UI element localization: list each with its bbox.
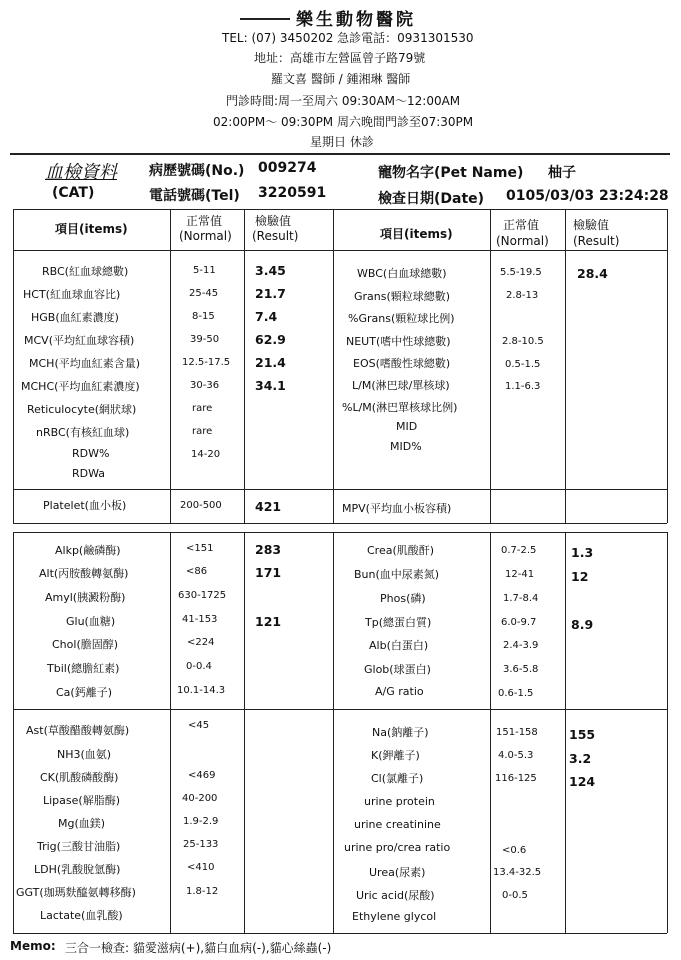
table-row-item: HCT(紅血球血容比) <box>23 288 121 301</box>
table-row-item: MCH(平均血紅素含量) <box>29 357 141 370</box>
table-row-normal: rare <box>192 403 213 414</box>
table-row-item: HGB(血紅素濃度) <box>31 311 119 324</box>
table-row-result: 34.1 <box>255 378 286 393</box>
table-row-result: 155 <box>569 727 596 742</box>
table-row-normal: <86 <box>186 566 208 577</box>
table-row-normal: 1.1-6.3 <box>505 381 541 392</box>
hours-line-3: 星期日 休診 <box>310 135 374 149</box>
table-row-normal: 2.8-13 <box>506 290 539 301</box>
col-normal-left-en: (Normal) <box>179 229 232 243</box>
table-row-normal: 30-36 <box>190 380 220 391</box>
table-row-item: GGT(珈瑪麩醯氨轉移酶) <box>16 886 136 899</box>
table-row-normal: 151-158 <box>496 727 538 738</box>
table-row-result: 124 <box>569 774 596 789</box>
table-row-normal: <410 <box>187 862 215 873</box>
table-row-normal: 25-45 <box>189 288 219 299</box>
table-row-result: 21.7 <box>255 286 286 301</box>
table-row-normal: 13.4-32.5 <box>493 867 542 878</box>
table-row-result: 8.9 <box>571 617 594 632</box>
table-row-item: urine protein <box>364 795 435 808</box>
record-label: 病歷號碼(No.) <box>149 163 245 179</box>
table-row-normal: 14-20 <box>191 449 221 460</box>
table-row-normal: <45 <box>188 720 210 731</box>
col-result-left-en: (Result) <box>252 229 299 243</box>
table-row-item: Ca(鈣離子) <box>56 686 113 699</box>
table-row-item: Grans(顆粒球總數) <box>354 290 451 303</box>
table-row-item: A/G ratio <box>375 685 424 698</box>
table-row-result: 7.4 <box>255 309 278 324</box>
table-row-item: %L/M(淋巴單核球比例) <box>342 401 458 414</box>
table-row-normal: 12-41 <box>505 569 535 580</box>
info-top-rule <box>10 153 670 155</box>
table-row-item: urine creatinine <box>354 818 441 831</box>
table-row-result: 3.2 <box>569 751 592 766</box>
table-row-item: L/M(淋巴球/單核球) <box>352 379 450 392</box>
table-row-item: Urea(尿素) <box>369 866 426 879</box>
table-row-item: Mg(血鎂) <box>58 817 106 830</box>
tel-value: 3220591 <box>258 185 327 201</box>
col-result-left: 檢驗值 <box>255 214 292 228</box>
table-row-normal: 12.5-17.5 <box>182 357 231 368</box>
table-row-result: 3.45 <box>255 263 286 278</box>
hours-line-2: 02:00PM～ 09:30PM 周六晚間門診至07:30PM <box>213 115 474 129</box>
table-row-result: 12 <box>571 569 589 584</box>
table-row-result: 1.3 <box>571 545 594 560</box>
table-row-item: Phos(磷) <box>380 592 426 605</box>
table-row-item: WBC(白血球總數) <box>357 267 447 280</box>
pet-value: 柚子 <box>548 165 576 181</box>
col-items-right: 項目(items) <box>380 227 453 241</box>
table-row-item: Glu(血糖) <box>66 615 116 628</box>
table-row-normal: 116-125 <box>495 773 537 784</box>
col-result-right-en: (Result) <box>573 234 620 248</box>
table-row-normal: 8-15 <box>192 311 215 322</box>
table-row-item: MID% <box>390 440 422 453</box>
table-row-item: Ethylene glycol <box>352 910 437 923</box>
table-row-normal: 0.6-1.5 <box>498 688 534 699</box>
table-row-normal: 2.8-10.5 <box>502 336 544 347</box>
table-row-result: 62.9 <box>255 332 286 347</box>
platelet-result: 421 <box>255 499 282 514</box>
table-row-result: 21.4 <box>255 355 286 370</box>
doctors-line: 羅文喜 醫師 / 鍾湘琳 醫師 <box>271 72 411 86</box>
table-row-item: Trig(三酸甘油脂) <box>37 840 121 853</box>
pet-label: 寵物名字(Pet Name) <box>378 165 524 181</box>
table-row-item: RDWa <box>72 467 106 480</box>
hours-line-1: 門診時間:周一至周六 09:30AM～12:00AM <box>226 94 461 108</box>
table-row-item: K(鉀離子) <box>371 749 420 762</box>
table-row-normal: 39-50 <box>190 334 220 345</box>
table-row-item: Amyl(胰澱粉酶) <box>45 591 126 604</box>
memo-label: Memo: <box>10 939 56 953</box>
table-row-item: CK(肌酸磷酸酶) <box>40 771 119 784</box>
table-row-item: MCV(平均紅血球容積) <box>24 334 135 347</box>
table-row-normal: 2.4-3.9 <box>503 640 539 651</box>
table-row-normal: 41-153 <box>182 614 218 625</box>
table-row-normal: 5-11 <box>193 265 216 276</box>
table-row-item: Na(鈉離子) <box>372 726 429 739</box>
table-row-item: Tp(總蛋白質) <box>365 616 432 629</box>
table-row-normal: 1.9-2.9 <box>183 816 219 827</box>
table-row-item: Ast(草酸醋酸轉氨酶) <box>26 724 130 737</box>
date-label: 檢查日期(Date) <box>378 191 485 207</box>
table-row-result: 121 <box>255 614 282 629</box>
table-row-normal: rare <box>192 426 213 437</box>
title-rule <box>240 18 290 20</box>
table-row-item: Lactate(血乳酸) <box>40 909 123 922</box>
address-line: 地址：高雄市左營區曾子路79號 <box>254 51 426 65</box>
table-row-normal: <151 <box>186 543 214 554</box>
phone-line: TEL: (07) 3450202 急診電話：0931301530 <box>222 31 474 45</box>
hospital-name: 樂生動物醫院 <box>296 10 416 30</box>
table-row-item: NH3(血氨) <box>57 748 112 761</box>
table-row-result: 283 <box>255 542 282 557</box>
record-value: 009274 <box>258 160 317 176</box>
col-normal-right-en: (Normal) <box>496 234 549 248</box>
table-row-item: Cl(氯離子) <box>371 772 424 785</box>
table-row-normal: 1.8-12 <box>186 886 219 897</box>
table-row-result: 28.4 <box>577 266 608 281</box>
table-row-normal: 630-1725 <box>178 590 227 601</box>
table-row-item: nRBC(有核紅血球) <box>36 426 130 439</box>
table-row-normal: 10.1-14.3 <box>177 685 226 696</box>
table-row-item: Reticulocyte(網狀球) <box>27 403 137 416</box>
table-row-item: MCHC(平均血紅素濃度) <box>21 380 140 393</box>
table-row-item: MID <box>396 420 418 433</box>
table-row-normal: 40-200 <box>182 793 218 804</box>
table-row-item: Chol(膽固醇) <box>52 638 119 651</box>
col-normal-left: 正常值 <box>186 214 223 228</box>
table-row-normal: 25-133 <box>183 839 219 850</box>
table-row-item: Alt(丙胺酸轉氨酶) <box>39 567 129 580</box>
table-row-item: Lipase(解脂酶) <box>43 794 120 807</box>
platelet-normal: 200-500 <box>180 500 222 511</box>
table-row-item: Alb(白蛋白) <box>369 639 429 652</box>
table-row-normal: 1.7-8.4 <box>503 593 539 604</box>
report-title: 血檢資料 <box>45 162 117 183</box>
table-row-normal: 4.0-5.3 <box>498 750 534 761</box>
table-row-item: Uric acid(尿酸) <box>356 889 435 902</box>
species: (CAT) <box>52 185 95 201</box>
date-value: 0105/03/03 23:24:28 <box>506 188 669 204</box>
table-row-normal: 0-0.4 <box>186 661 212 672</box>
col-result-right: 檢驗值 <box>573 218 610 232</box>
table-row-normal: <469 <box>188 770 216 781</box>
table-row-normal: 0.7-2.5 <box>501 545 537 556</box>
table-row-normal: 5.5-19.5 <box>500 267 542 278</box>
tel-label: 電話號碼(Tel) <box>149 188 240 204</box>
mpv-item: MPV(平均血小板容積) <box>342 502 452 515</box>
table-row-item: EOS(嗜酸性球總數) <box>353 357 451 370</box>
table-row-normal: 3.6-5.8 <box>503 664 539 675</box>
table-row-item: urine pro/crea ratio <box>344 841 451 854</box>
table-row-normal: 0-0.5 <box>502 890 528 901</box>
table-row-item: Alkp(鹼磷酶) <box>55 544 121 557</box>
platelet-item: Platelet(血小板) <box>43 499 127 512</box>
table-row-item: Tbil(總膽紅素) <box>47 662 120 675</box>
col-normal-right: 正常值 <box>503 218 540 232</box>
table-row-item: Crea(肌酸酐) <box>367 544 435 557</box>
table-row-normal: <0.6 <box>502 845 527 856</box>
table-row-normal: 0.5-1.5 <box>505 359 541 370</box>
table-row-item: LDH(乳酸脫氫酶) <box>34 863 121 876</box>
table-row-item: Bun(血中尿素氮) <box>354 568 440 581</box>
memo-text: 三合一檢查: 貓愛滋病(+),貓白血病(-),貓心絲蟲(-) <box>65 941 332 955</box>
table-row-item: %Grans(顆粒球比例) <box>348 312 455 325</box>
table-row-item: NEUT(嗜中性球總數) <box>346 335 451 348</box>
table-row-item: RBC(紅血球總數) <box>42 265 129 278</box>
table-row-normal: 6.0-9.7 <box>501 617 537 628</box>
table-row-item: Glob(球蛋白) <box>364 663 431 676</box>
table-row-normal: <224 <box>187 637 215 648</box>
col-items-left: 項目(items) <box>55 222 128 236</box>
table-row-item: RDW% <box>72 447 110 460</box>
table-row-result: 171 <box>255 565 282 580</box>
